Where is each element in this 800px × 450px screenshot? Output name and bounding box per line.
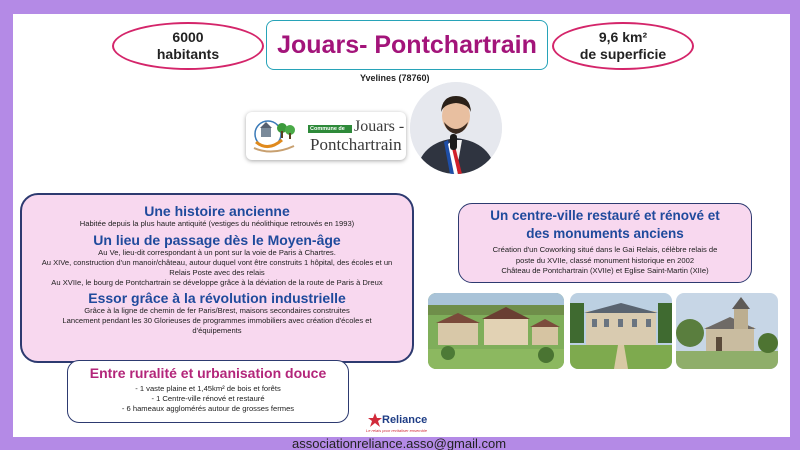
centre-title-line1: Un centre-ville restauré et rénové et — [490, 208, 720, 223]
history-section2-line2: Au XIVe, construction d'un manoir/château, autour duquel vont être construits 1 hôpital, des écoles et un Relais Poste avec des relais — [41, 258, 393, 277]
page-title-box — [266, 20, 548, 70]
chateau-image — [570, 293, 672, 369]
area-value: 9,6 km² — [598, 29, 648, 45]
person-icon — [410, 82, 502, 174]
centre-text-line3: Château de Pontchartrain (XVIIe) et Eglise Saint-Martin (XIIe) — [501, 266, 709, 275]
history-section2-title: Un lieu de passage dès le Moyen-âge — [93, 232, 341, 248]
reliance-logo — [366, 413, 446, 439]
rural-title: Entre ruralité et urbanisation douce — [89, 365, 327, 381]
population-value: 6000 — [172, 29, 204, 45]
history-section2-line3: Au XVIIe, le bourg de Pontchartrain se développe grâce à la déviation de la route de Paris à Dreux — [51, 278, 383, 287]
history-section2-line1: Au Ve, lieu-dit correspondant à un pont sur la voie de Paris à Chartres. — [98, 248, 336, 257]
centre-title-line2: des monuments anciens — [526, 226, 684, 241]
page-title: Jouars- Pontchartrain — [277, 30, 537, 59]
history-section3-line1: Grâce à la ligne de chemin de fer Paris/Brest, maisons secondaires construites — [84, 306, 350, 315]
frame-top-border — [0, 0, 800, 14]
history-section1-text: Habitée depuis la plus haute antiquité (vestiges du néolithique retrouvés en 1993) — [79, 219, 355, 228]
mayor-portrait — [410, 82, 502, 174]
photo-aerial-village — [428, 293, 564, 369]
church-image — [676, 293, 778, 369]
history-section1-title: Une histoire ancienne — [144, 203, 290, 219]
reliance-brand: Reliance — [382, 414, 428, 426]
population-oval — [112, 22, 264, 70]
population-label: habitants — [156, 46, 220, 62]
centre-text — [459, 245, 751, 277]
history-section3-line2: Lancement pendant les 30 Glorieuses de programmes immobiliers avec création d'écoles et d'équipements — [62, 316, 372, 335]
logo-name-part2: Pontchartrain — [310, 135, 402, 154]
centre-text-line2: poste du XVIIe, classé monument historique en 2002 — [515, 255, 695, 265]
reliance-tagline: Le relais pour revitaliser ensemble — [366, 428, 427, 433]
rural-panel — [67, 360, 349, 423]
photo-church — [676, 293, 778, 369]
frame-right-border — [790, 0, 800, 450]
centre-ville-panel — [458, 203, 752, 283]
rural-item: - 1 Centre-ville rénové et restauré — [151, 394, 265, 403]
logo-name-part1: Jouars - — [354, 118, 405, 135]
history-section3-title: Essor grâce à la révolution industrielle — [88, 290, 346, 306]
department-subtitle: Yvelines (78760) — [360, 73, 430, 83]
history-panel — [20, 193, 414, 363]
star-icon — [368, 413, 382, 427]
aerial-village-image — [428, 293, 564, 369]
frame-left-border — [0, 0, 13, 450]
centre-text-line1: Création d'un Coworking situé dans le Gai Relais, célèbre relais de — [492, 245, 718, 254]
rural-item: - 1 vaste plaine et 1,45km² de bois et forêts — [135, 384, 281, 393]
rural-item: - 6 hameaux agglomérés autour de grosses fermes — [121, 404, 295, 413]
area-label: de superficie — [579, 46, 667, 62]
contact-email: associationreliance.asso@gmail.com — [292, 437, 507, 450]
commune-logo — [246, 112, 406, 160]
logo-tag: Commune de — [310, 126, 345, 132]
area-oval — [552, 22, 694, 70]
photo-chateau — [570, 293, 672, 369]
